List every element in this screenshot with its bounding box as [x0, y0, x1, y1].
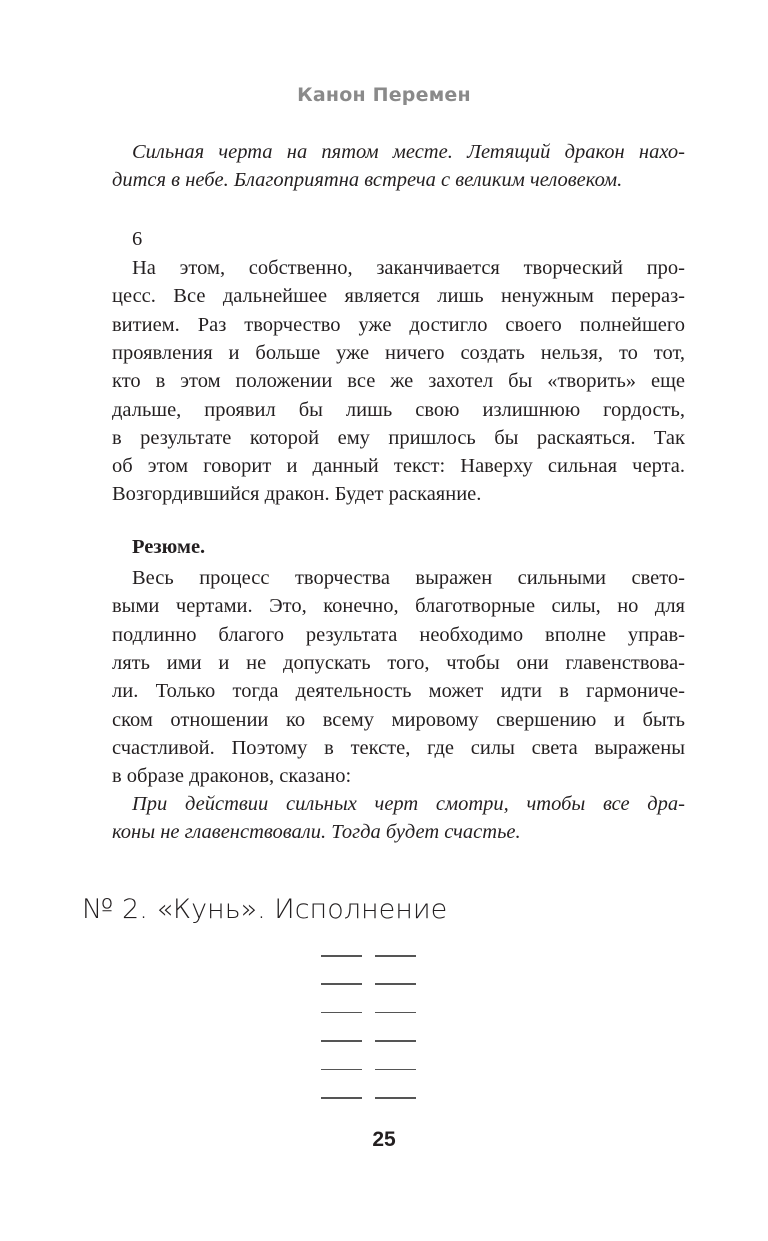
hexagram-broken-line-segment [321, 983, 362, 985]
chapter-title: № 2. «Кунь». Исполнение [82, 894, 448, 925]
hexagram-broken-line-segment [321, 1040, 362, 1042]
body-line: На этом, собственно, заканчивается творческий про- [132, 257, 685, 279]
body-line: дальше, проявил бы лишь свою излишнюю гордость, [112, 398, 685, 421]
body-line: Весь процесс творчества выражен сильными свето- [132, 567, 685, 589]
body-line: проявления и больше уже ничего создать нельзя, то тот, [112, 341, 685, 364]
hexagram-broken-line-segment [375, 1040, 416, 1042]
section-number: 6 [132, 228, 143, 250]
body-line: ском отношении ко всему мировому свершению и быть [112, 708, 685, 731]
hexagram-broken-line-segment [321, 955, 362, 957]
quote-line: дится в небе. Благоприятна встреча с великим человеком. [112, 169, 623, 191]
hexagram-broken-line-segment [375, 983, 416, 985]
hexagram-broken-line-segment [321, 1012, 362, 1014]
body-line: витием. Раз творчество уже достигло своего полнейшего [112, 313, 685, 336]
body-line: лять ими и не допускать того, чтобы они главенствова- [112, 651, 685, 674]
body-line: выми чертами. Это, конечно, благотворные силы, но для [112, 595, 685, 618]
hexagram-broken-line-segment [321, 1069, 362, 1071]
hexagram-broken-line-segment [375, 1012, 416, 1014]
quote-line: Сильная черта на пятом месте. Летящий дракон нахо- [132, 141, 685, 163]
page-number: 25 [372, 1128, 396, 1151]
body-line: цесс. Все дальнейшее является лишь ненужным перераз- [112, 285, 685, 308]
body-line: подлинно благого результата необходимо вполне управ- [112, 623, 685, 646]
body-line: об этом говорит и данный текст: Наверху сильная черта. [112, 455, 685, 478]
summary-title: Резюме. [132, 536, 206, 558]
hexagram-broken-line-segment [321, 1097, 362, 1099]
body-line: Возгордившийся дракон. Будет раскаяние. [112, 483, 482, 506]
body-line: в результате которой ему пришлось бы раскаяться. Так [112, 426, 685, 449]
body-line: счастливой. Поэтому в тексте, где силы света выражены [112, 736, 685, 759]
hexagram-broken-line-segment [375, 955, 416, 957]
body-line: кто в этом положении все же захотел бы «творить» еще [112, 370, 685, 393]
hexagram-broken-line-segment [375, 1097, 416, 1099]
running-header: Канон Перемен [297, 84, 471, 106]
quote-line: При действии сильных черт смотри, чтобы все дра- [132, 793, 685, 815]
hexagram-broken-line-segment [375, 1069, 416, 1071]
quote-line: коны не главенствовали. Тогда будет счастье. [112, 821, 521, 843]
body-line: ли. Только тогда деятельность может идти в гармониче- [112, 680, 685, 703]
body-line: в образе драконов, сказано: [112, 765, 352, 788]
